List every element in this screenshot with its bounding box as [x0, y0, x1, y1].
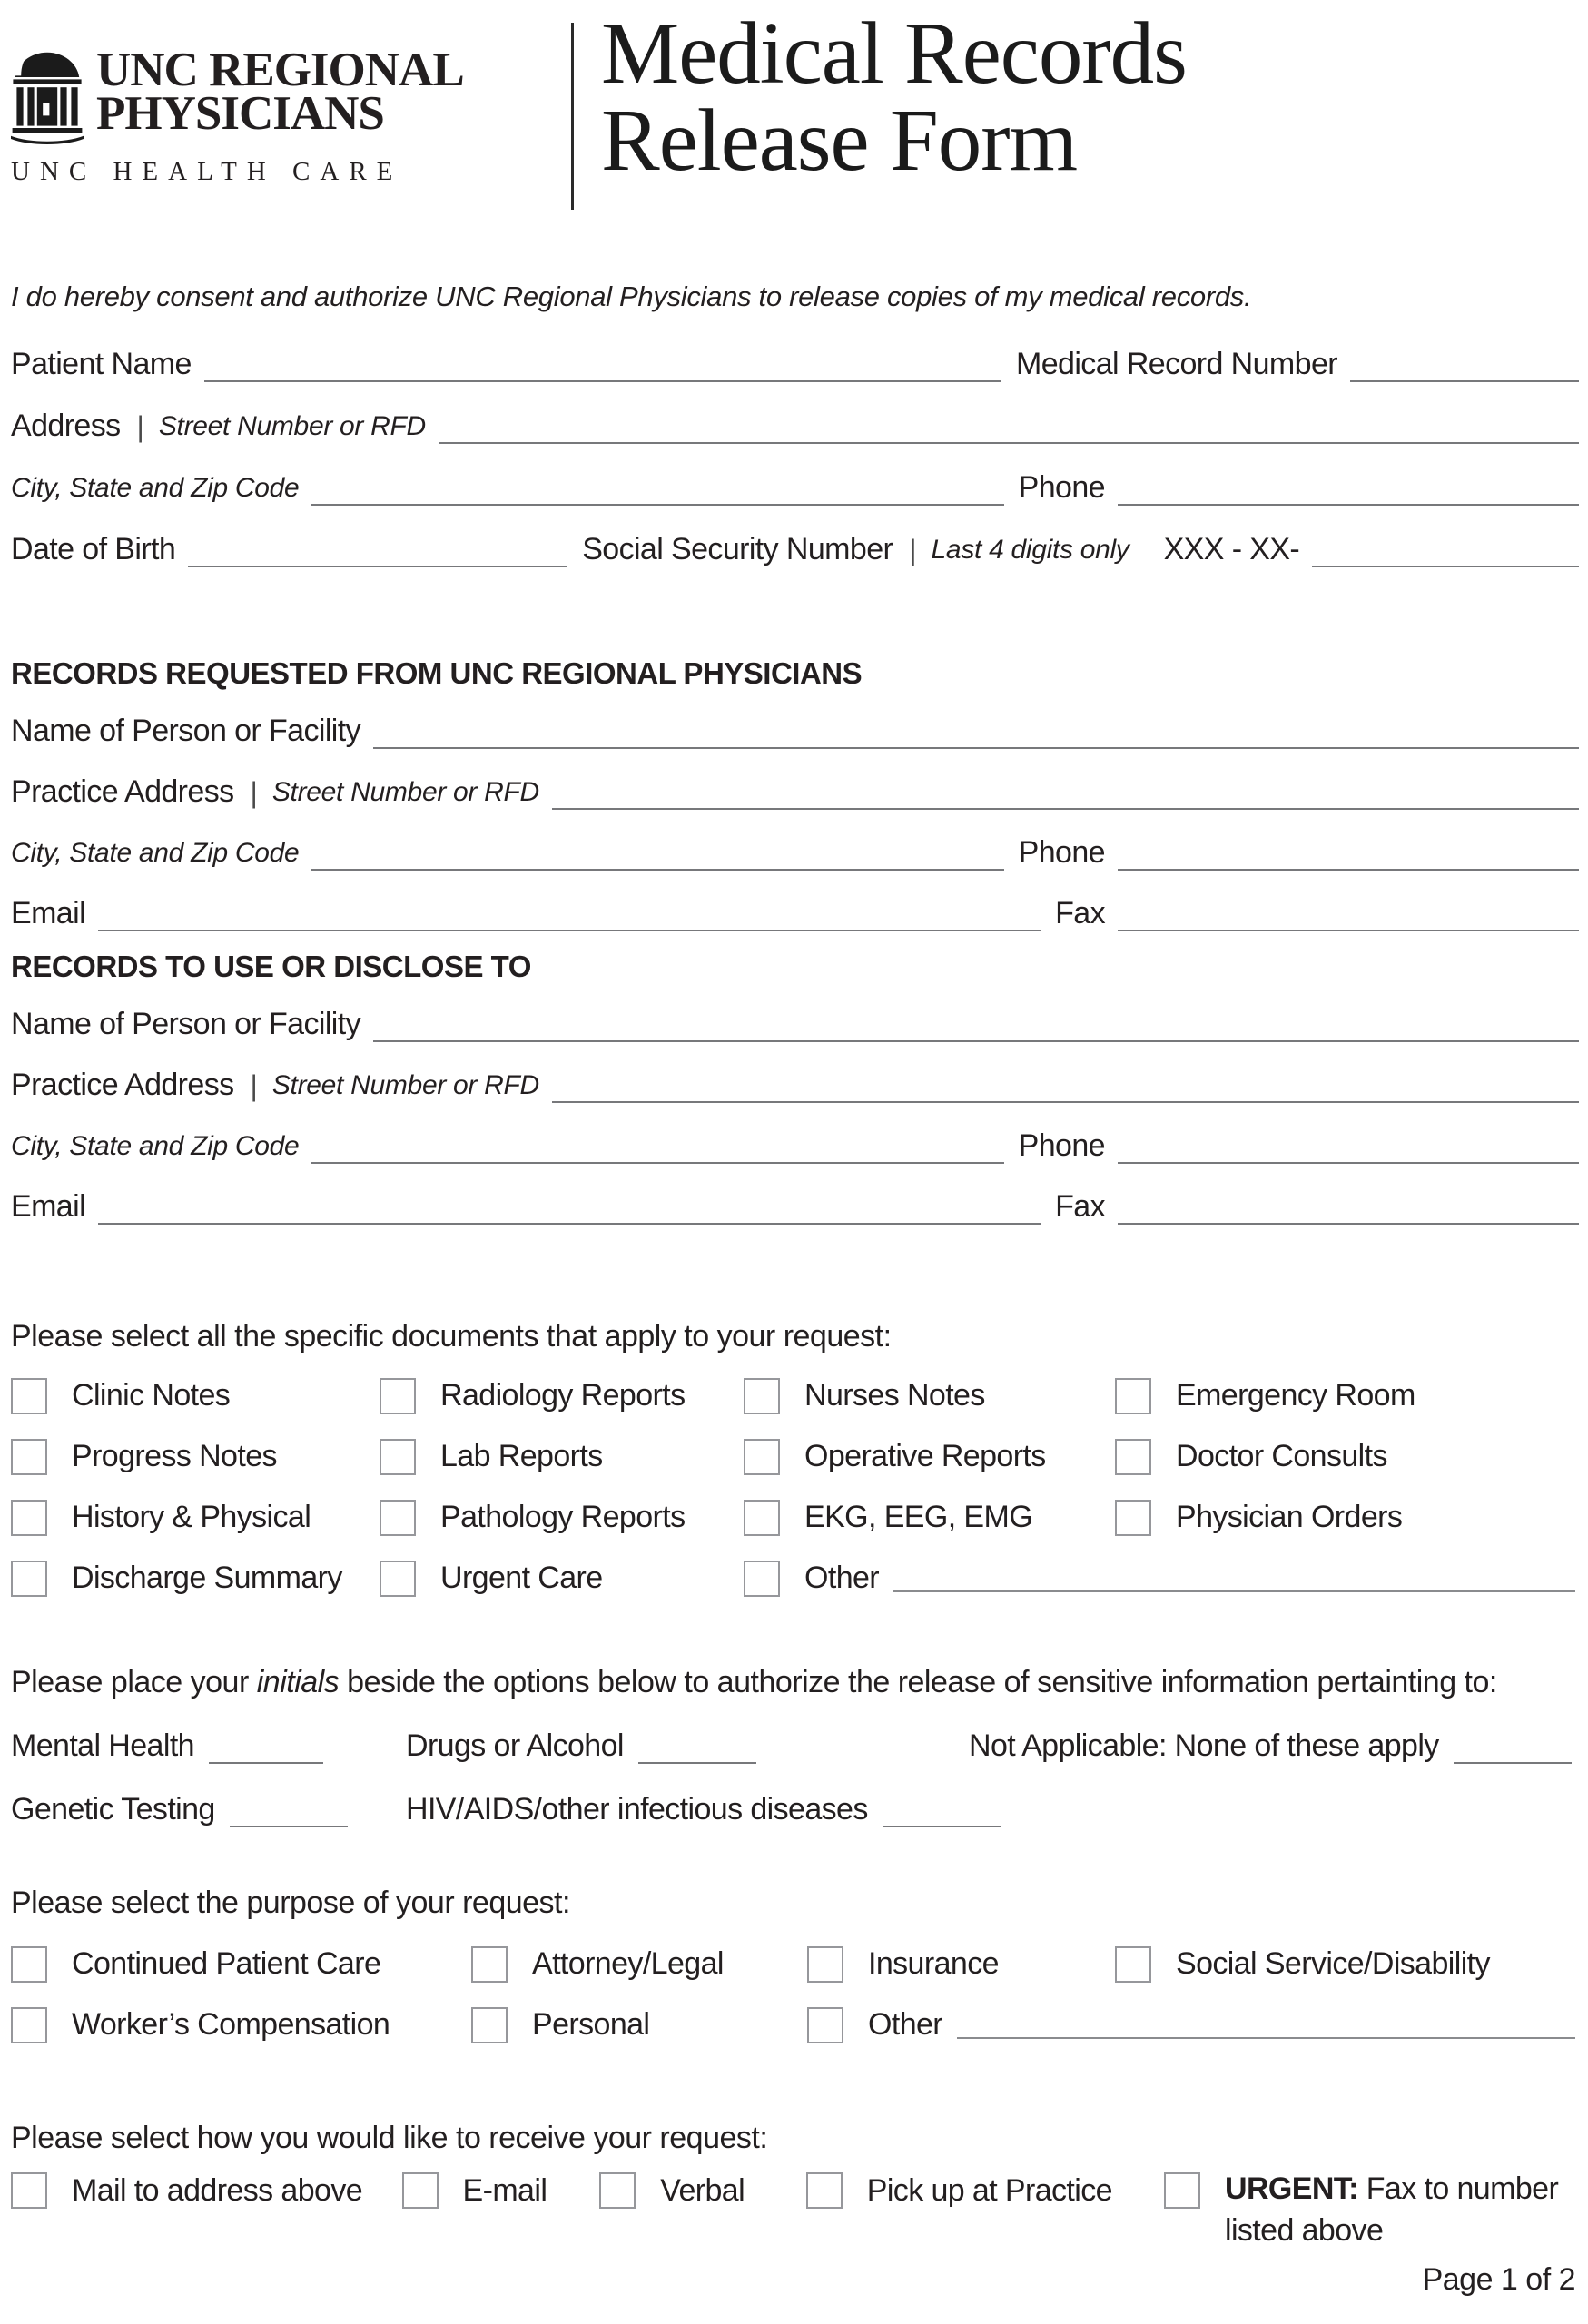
rt-email-fax-row — [11, 1164, 1579, 1225]
checkbox-nurses-notes[interactable] — [744, 1378, 780, 1414]
checkbox-discharge-summary[interactable] — [11, 1561, 47, 1597]
patient-name-label: Patient Name — [11, 347, 192, 381]
rf-phone-label: Phone — [1018, 835, 1105, 870]
hiv-aids-label: HIV/AIDS/other infectious diseases — [406, 1792, 868, 1827]
rf-phone-field[interactable] — [1118, 869, 1579, 871]
checkbox-continued-care[interactable] — [11, 1946, 47, 1983]
ssn-prefix: XXX - XX- — [1163, 532, 1300, 566]
purpose-option-attorney-legal: Attorney/Legal — [471, 1934, 807, 1994]
checkbox-pathology-reports[interactable] — [380, 1500, 416, 1536]
checkbox-verbal[interactable] — [599, 2172, 636, 2209]
purpose-option-personal: Personal — [471, 1994, 807, 2055]
checkbox-attorney-legal[interactable] — [471, 1946, 508, 1983]
doc-option-progress-notes: Progress Notes — [11, 1426, 380, 1487]
doc-option-nurses-notes: Nurses Notes — [744, 1365, 1115, 1426]
street-number-sublabel: Street Number or RFD — [158, 411, 426, 441]
sensitive-info-section — [11, 1665, 1579, 1827]
drugs-alcohol-group — [406, 1730, 969, 1764]
label-separator: | — [909, 534, 917, 566]
purpose-option-social-service: Social Service/Disability — [1115, 1934, 1579, 1994]
purpose-option-insurance: Insurance — [807, 1934, 1115, 1994]
form-header — [11, 5, 1579, 215]
mental-health-initials-field[interactable] — [209, 1762, 323, 1764]
page-number: Page 1 of 2 — [1422, 2261, 1575, 2297]
rt-name-field[interactable] — [373, 1040, 1579, 1042]
checkbox-social-service[interactable] — [1115, 1946, 1151, 1983]
checkbox-personal[interactable] — [471, 2007, 508, 2043]
checkbox-mail[interactable] — [11, 2172, 47, 2209]
initials-word: initials — [256, 1665, 340, 1700]
title-line1: Medical Records — [601, 5, 1187, 102]
label-separator: | — [250, 776, 258, 809]
rt-city-phone-row — [11, 1103, 1579, 1164]
doc-option-clinic-notes: Clinic Notes — [11, 1365, 380, 1426]
rt-street-number-sublabel: Street Number or RFD — [271, 1070, 539, 1100]
purpose-section — [11, 1886, 1579, 2055]
checkbox-urgent-fax[interactable] — [1164, 2172, 1200, 2209]
checkbox-email[interactable] — [402, 2172, 439, 2209]
mental-health-group — [11, 1730, 406, 1764]
header-divider — [571, 23, 574, 210]
rf-city-phone-row — [11, 810, 1579, 871]
address-field[interactable] — [439, 442, 1579, 444]
purpose-other-field[interactable] — [957, 2037, 1575, 2039]
checkbox-doc-other[interactable] — [744, 1561, 780, 1597]
checkbox-purpose-other[interactable] — [807, 2007, 843, 2043]
checkbox-operative-reports[interactable] — [744, 1439, 780, 1475]
delivery-option-mail: Mail to address above — [11, 2169, 402, 2212]
hiv-aids-group — [406, 1794, 1001, 1827]
rf-city-state-zip-field[interactable] — [311, 869, 1003, 871]
doc-option-emergency-room: Emergency Room — [1115, 1365, 1579, 1426]
logo-line1: UNC REGIONAL — [96, 44, 464, 96]
delivery-option-urgent-fax — [1164, 2169, 1579, 2250]
mental-health-label: Mental Health — [11, 1728, 194, 1764]
checkbox-progress-notes[interactable] — [11, 1439, 47, 1475]
rf-practice-address-label: Practice Address — [11, 774, 234, 809]
urgent-fax-label: URGENT: Fax to number listed above — [1225, 2171, 1559, 2248]
ssn-last4-sublabel: Last 4 digits only — [931, 535, 1129, 565]
doc-option-ekg-eeg-emg: EKG, EEG, EMG — [744, 1487, 1115, 1548]
checkbox-emergency-room[interactable] — [1115, 1378, 1151, 1414]
sensitive-intro: Please place your initials beside the options below to authorize the release of sensitive information pertainting to: — [11, 1665, 1497, 1700]
delivery-option-verbal: Verbal — [599, 2169, 806, 2212]
rf-email-field[interactable] — [98, 930, 1041, 931]
patient-name-field[interactable] — [204, 380, 1001, 382]
doc-option-lab-reports: Lab Reports — [380, 1426, 744, 1487]
delivery-section — [11, 2121, 1579, 2251]
rt-phone-label: Phone — [1018, 1128, 1105, 1163]
rt-email-field[interactable] — [98, 1223, 1041, 1225]
sensitive-row-1 — [11, 1700, 1579, 1764]
rf-street-number-sublabel: Street Number or RFD — [271, 777, 539, 807]
doc-option-pathology-reports: Pathology Reports — [380, 1487, 744, 1548]
checkbox-doctor-consults[interactable] — [1115, 1439, 1151, 1475]
rt-name-row — [11, 981, 1579, 1042]
drugs-alcohol-initials-field[interactable] — [638, 1762, 756, 1764]
rt-phone-field[interactable] — [1118, 1162, 1579, 1164]
rf-practice-address-row — [11, 749, 1579, 810]
rt-name-label: Name of Person or Facility — [11, 1007, 360, 1041]
rt-email-label: Email — [11, 1189, 86, 1224]
rt-practice-address-label: Practice Address — [11, 1068, 234, 1102]
checkbox-insurance[interactable] — [807, 1946, 843, 1983]
page-title — [601, 5, 1187, 189]
rt-practice-address-row — [11, 1042, 1579, 1103]
rf-email-label: Email — [11, 896, 86, 931]
date-of-birth-label: Date of Birth — [11, 532, 176, 566]
patient-name-row — [11, 320, 1579, 382]
patient-info-section — [11, 320, 1579, 567]
purpose-option-other: Other — [807, 1994, 1579, 2055]
unc-old-well-icon — [11, 52, 84, 146]
sensitive-row-2 — [11, 1764, 1579, 1827]
logo-line2: PHYSICIANS — [96, 87, 384, 140]
records-disclose-heading: RECORDS TO USE OR DISCLOSE TO — [11, 950, 531, 983]
checkbox-history-physical[interactable] — [11, 1500, 47, 1536]
doc-option-history-physical: History & Physical — [11, 1487, 380, 1548]
doc-option-discharge-summary: Discharge Summary — [11, 1548, 380, 1609]
delivery-option-email: E-mail — [402, 2169, 600, 2212]
not-applicable-initials-field[interactable] — [1454, 1762, 1572, 1764]
dob-ssn-row — [11, 506, 1579, 567]
doc-option-physician-orders: Physician Orders — [1115, 1487, 1579, 1548]
medical-record-number-field[interactable] — [1350, 380, 1579, 382]
hiv-aids-initials-field[interactable] — [883, 1826, 1001, 1827]
checkbox-ekg-eeg-emg[interactable] — [744, 1500, 780, 1536]
rf-city-state-zip-label: City, State and Zip Code — [11, 838, 300, 868]
checkbox-radiology-reports[interactable] — [380, 1378, 416, 1414]
date-of-birth-field[interactable] — [188, 566, 567, 567]
address-label: Address — [11, 409, 121, 443]
rf-practice-address-field[interactable] — [552, 808, 1579, 810]
doc-option-doctor-consults: Doctor Consults — [1115, 1426, 1579, 1487]
logo-wordmark — [96, 44, 464, 140]
checkbox-pickup[interactable] — [806, 2172, 843, 2209]
label-separator: | — [136, 410, 144, 443]
delivery-options-row — [11, 2169, 1579, 2250]
city-state-zip-label: City, State and Zip Code — [11, 473, 300, 503]
consent-statement: I do hereby consent and authorize UNC Regional Physicians to release copies of my medical records. — [11, 281, 1252, 312]
doc-option-other: Other — [744, 1548, 1579, 1609]
logo-tagline: UNC HEALTH CARE — [11, 157, 403, 186]
doc-option-operative-reports: Operative Reports — [744, 1426, 1115, 1487]
genetic-testing-initials-field[interactable] — [230, 1826, 348, 1827]
rt-practice-address-field[interactable] — [552, 1101, 1579, 1103]
purpose-intro: Please select the purpose of your request: — [11, 1886, 570, 1921]
checkbox-urgent-care[interactable] — [380, 1561, 416, 1597]
city-state-zip-field[interactable] — [311, 504, 1003, 506]
city-state-zip-row — [11, 444, 1579, 506]
ssn-label: Social Security Number — [582, 532, 893, 566]
rf-name-field[interactable] — [373, 747, 1579, 749]
rf-name-row — [11, 688, 1579, 749]
title-line2: Release Form — [601, 92, 1078, 189]
checkbox-workers-comp[interactable] — [11, 2007, 47, 2043]
rt-fax-label: Fax — [1055, 1189, 1105, 1224]
checkbox-physician-orders[interactable] — [1115, 1500, 1151, 1536]
purpose-option-continued-care: Continued Patient Care — [11, 1934, 471, 1994]
rt-city-state-zip-field[interactable] — [311, 1162, 1003, 1164]
genetic-testing-label: Genetic Testing — [11, 1792, 215, 1827]
address-row — [11, 382, 1579, 444]
rt-fax-field[interactable] — [1118, 1223, 1579, 1225]
rf-name-label: Name of Person or Facility — [11, 714, 360, 748]
genetic-testing-group — [11, 1794, 406, 1827]
delivery-option-pickup: Pick up at Practice — [806, 2169, 1164, 2212]
ssn-last4-field[interactable] — [1312, 566, 1579, 567]
documents-intro: Please select all the specific documents that apply to your request: — [11, 1319, 892, 1354]
unc-regional-physicians-logo — [11, 44, 464, 187]
rt-city-state-zip-label: City, State and Zip Code — [11, 1131, 300, 1161]
rf-fax-field[interactable] — [1118, 930, 1579, 931]
checkbox-lab-reports[interactable] — [380, 1439, 416, 1475]
records-requested-heading: RECORDS REQUESTED FROM UNC REGIONAL PHYSICIANS — [11, 656, 863, 690]
phone-field[interactable] — [1118, 504, 1579, 506]
purpose-checkbox-grid — [11, 1934, 1579, 2055]
records-requested-section — [11, 658, 1579, 931]
rf-fax-label: Fax — [1055, 896, 1105, 931]
documents-section — [11, 1319, 1579, 1609]
delivery-intro: Please select how you would like to receive your request: — [11, 2121, 768, 2156]
drugs-alcohol-label: Drugs or Alcohol — [406, 1728, 624, 1764]
documents-checkbox-grid — [11, 1365, 1579, 1609]
doc-other-field[interactable] — [893, 1590, 1575, 1592]
not-applicable-label: Not Applicable: None of these apply — [969, 1728, 1439, 1764]
label-separator: | — [250, 1069, 258, 1102]
phone-label: Phone — [1018, 470, 1105, 505]
doc-option-radiology-reports: Radiology Reports — [380, 1365, 744, 1426]
purpose-option-workers-comp: Worker’s Compensation — [11, 1994, 471, 2055]
checkbox-clinic-notes[interactable] — [11, 1378, 47, 1414]
rf-email-fax-row — [11, 871, 1579, 931]
not-applicable-group — [969, 1730, 1572, 1764]
records-disclose-section — [11, 951, 1579, 1225]
doc-option-urgent-care: Urgent Care — [380, 1548, 744, 1609]
medical-record-number-label: Medical Record Number — [1016, 347, 1337, 381]
